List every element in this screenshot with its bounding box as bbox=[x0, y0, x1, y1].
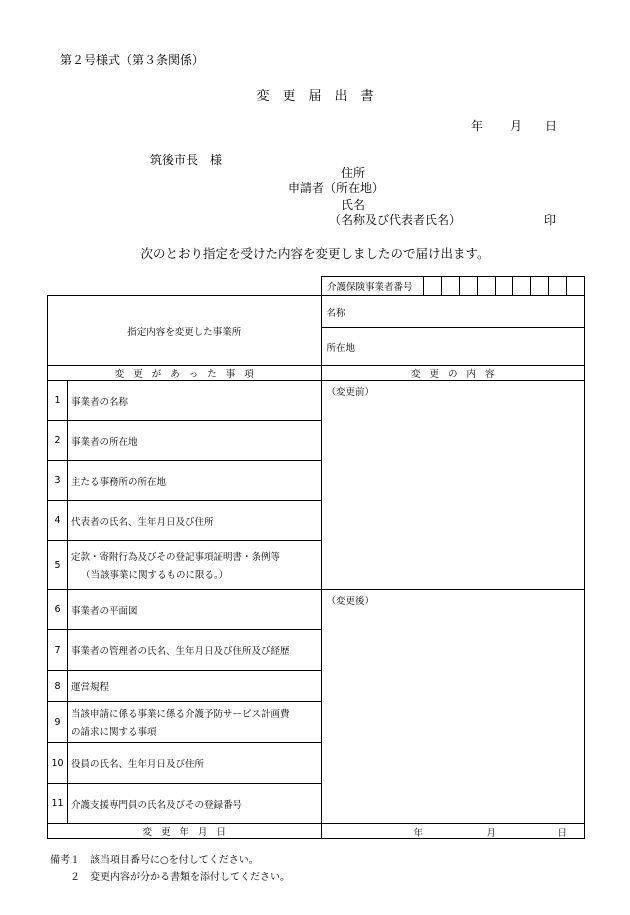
date-month-label: 月 bbox=[510, 119, 523, 133]
item-number[interactable]: 6 bbox=[48, 590, 68, 630]
office-label: 指定内容を変更した事業所 bbox=[48, 296, 322, 366]
item-number[interactable]: 3 bbox=[48, 461, 68, 501]
insurer-number-digit-box[interactable] bbox=[442, 277, 460, 296]
insurer-number-digit-box[interactable] bbox=[459, 277, 477, 296]
item-number[interactable]: 7 bbox=[48, 630, 68, 671]
statement-text: 次のとおり指定を受けた内容を変更しましたので届け出ます。 bbox=[140, 246, 490, 261]
item-number[interactable]: 9 bbox=[48, 702, 68, 743]
after-change-field[interactable] bbox=[321, 590, 585, 824]
insurer-number-digit-box[interactable] bbox=[477, 277, 495, 296]
remark-1: 備考１ 該当項目番号に○を付してください。 bbox=[50, 855, 259, 866]
change-date-year: 年 bbox=[413, 827, 424, 839]
change-date-month: 月 bbox=[486, 827, 497, 839]
date-year-label: 年 bbox=[471, 119, 484, 133]
insurer-number-digit-box[interactable] bbox=[424, 277, 442, 296]
item-label: 役員の氏名、生年月日及び住所 bbox=[67, 743, 321, 784]
applicant-address-label: 住所 bbox=[341, 166, 366, 180]
insurer-number-digit-box[interactable] bbox=[495, 277, 513, 296]
applicant-role-label: 申請者（所在地） bbox=[288, 181, 385, 195]
item-number[interactable]: 5 bbox=[48, 541, 68, 590]
item-number[interactable]: 11 bbox=[48, 784, 68, 824]
date-day-label: 日 bbox=[545, 119, 558, 133]
item-number[interactable]: 1 bbox=[48, 381, 68, 421]
item-label-line: 当該申請に係る事業に係る介護予防サービス計画費 bbox=[70, 709, 290, 720]
item-label: 代表者の氏名、生年月日及び住所 bbox=[67, 501, 321, 541]
item-label: 事業者の名称 bbox=[67, 381, 321, 421]
item-label-line: 定款・寄附行為及びその登記事項証明書・条例等 bbox=[70, 552, 280, 563]
after-change-label: （変更後） bbox=[326, 596, 375, 607]
insurer-number-digit-box[interactable] bbox=[531, 277, 549, 296]
insurer-number-label: 介護保険事業者番号 bbox=[322, 277, 424, 296]
changed-items-header: 変更があった事項 bbox=[48, 366, 322, 381]
remarks bbox=[50, 852, 290, 886]
change-date-field[interactable] bbox=[321, 824, 585, 839]
before-change-field[interactable] bbox=[321, 381, 585, 590]
addressee: 筑後市長 様 bbox=[150, 153, 223, 167]
form-number: 第２号様式（第３条関係） bbox=[60, 53, 205, 67]
office-name-field[interactable]: 名称 bbox=[321, 296, 585, 328]
insurer-number-digit-box[interactable] bbox=[513, 277, 531, 296]
item-label: 事業者の平面図 bbox=[67, 590, 321, 630]
change-date-label: 変更年月日 bbox=[48, 824, 322, 839]
item-number[interactable]: 8 bbox=[48, 671, 68, 702]
insurer-number-digit-box[interactable] bbox=[549, 277, 567, 296]
remark-2: ２ 変更内容が分かる書類を添付してください。 bbox=[50, 872, 290, 883]
insurer-number-digit-box[interactable] bbox=[567, 277, 585, 296]
item-label-line: （当該事業に関するものに限る。） bbox=[80, 570, 229, 581]
item-number[interactable]: 2 bbox=[48, 421, 68, 461]
item-label bbox=[67, 702, 321, 743]
item-number[interactable]: 4 bbox=[48, 501, 68, 541]
insurer-number-table bbox=[321, 276, 585, 296]
item-label: 介護支援専門員の氏名及びその登録番号 bbox=[67, 784, 321, 824]
item-label: 運営規程 bbox=[67, 671, 321, 702]
item-number[interactable]: 10 bbox=[48, 743, 68, 784]
applicant-name-sub-label: （名称及び代表者氏名） bbox=[329, 213, 462, 227]
item-label: 事業者の管理者の氏名、生年月日及び住所及び経歴 bbox=[67, 630, 321, 671]
office-location-field[interactable]: 所在地 bbox=[321, 328, 585, 366]
change-form-table bbox=[47, 295, 585, 839]
seal-mark: 印 bbox=[544, 213, 557, 227]
item-label: 主たる事務所の所在地 bbox=[67, 461, 321, 501]
change-content-header: 変更の内容 bbox=[321, 366, 585, 381]
document-title: 変更届出書 bbox=[256, 89, 387, 104]
before-change-label: （変更前） bbox=[326, 387, 375, 398]
item-label bbox=[67, 541, 321, 590]
item-label: 事業者の所在地 bbox=[67, 421, 321, 461]
applicant-name-label: 氏名 bbox=[341, 198, 366, 212]
change-date-day: 日 bbox=[557, 827, 568, 839]
item-label-line: の請求に関する事項 bbox=[70, 727, 157, 738]
